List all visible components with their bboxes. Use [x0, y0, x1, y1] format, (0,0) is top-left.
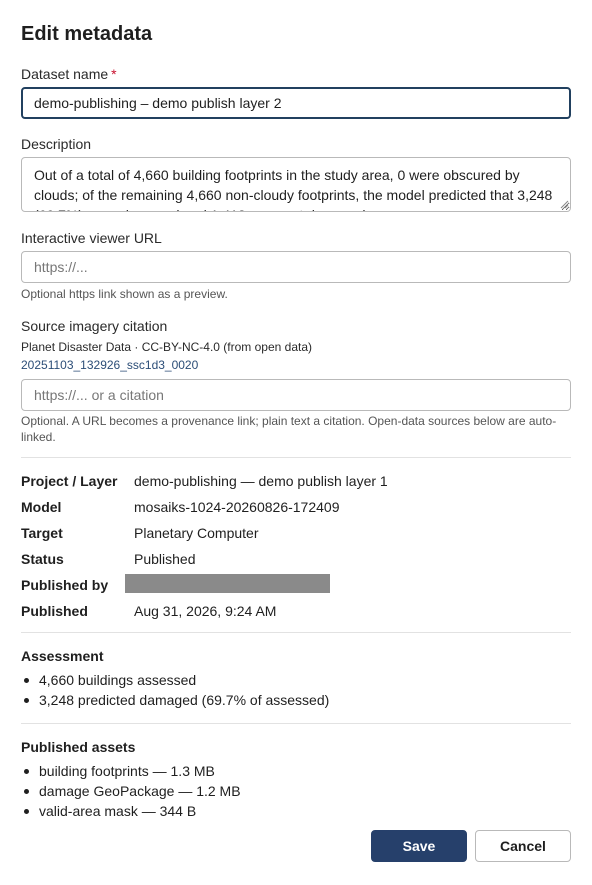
- imagery-citation-hint: Optional. A URL becomes a provenance link; plain text a citation. Open-data sources below are auto-linked.: [21, 414, 557, 444]
- project-layer-label: Project / Layer: [21, 473, 118, 489]
- project-layer-link[interactable]: demo-publishing — demo publish layer 1: [134, 473, 388, 489]
- divider: [21, 457, 571, 458]
- imagery-citation-input[interactable]: [21, 379, 571, 411]
- dataset-name-label: [21, 66, 117, 82]
- assessment-title: Assessment: [21, 648, 104, 664]
- published-label: Published: [21, 603, 88, 619]
- imagery-source-link-row: [21, 358, 198, 372]
- target-value: Planetary Computer: [134, 525, 259, 541]
- description-textarea[interactable]: [21, 157, 571, 212]
- divider: [21, 632, 571, 633]
- viewer-url-input[interactable]: [21, 251, 571, 283]
- list-item: 4,660 buildings assessed: [21, 670, 329, 690]
- save-button[interactable]: Save: [371, 830, 467, 862]
- assessment-list: [21, 670, 329, 710]
- viewer-url-hint: Optional https link shown as a preview.: [21, 287, 228, 301]
- status-value: Published: [134, 551, 196, 567]
- imagery-citation-label: Source imagery citation: [21, 318, 168, 334]
- divider: [21, 723, 571, 724]
- assets-list: [21, 761, 241, 821]
- model-value: mosaiks-1024-20260826-172409: [134, 499, 340, 515]
- imagery-source-line: Planet Disaster Data · CC-BY-NC-4.0 (from open data): [21, 340, 312, 354]
- cancel-button[interactable]: Cancel: [475, 830, 571, 862]
- list-item: 3,248 predicted damaged (69.7% of assessed): [21, 690, 329, 710]
- list-item: valid-area mask — 344 B: [21, 801, 241, 821]
- dataset-name-label-text: Dataset name: [21, 66, 109, 82]
- assets-title: Published assets: [21, 739, 136, 755]
- viewer-url-label: Interactive viewer URL: [21, 230, 162, 246]
- imagery-source-link[interactable]: 20251103_132926_ssc1d3_0020: [21, 358, 199, 372]
- list-item: damage GeoPackage — 1.2 MB: [21, 781, 241, 801]
- model-label: Model: [21, 499, 62, 515]
- dataset-name-input[interactable]: [21, 87, 571, 119]
- target-label: Target: [21, 525, 63, 541]
- published-by-label: Published by: [21, 577, 109, 593]
- published-by-redacted: [125, 574, 330, 593]
- published-value: Aug 31, 2026, 9:24 AM: [134, 603, 277, 619]
- resize-grip-icon[interactable]: [560, 200, 569, 209]
- dialog-title: Edit metadata: [21, 23, 153, 45]
- status-label: Status: [21, 551, 64, 567]
- description-label: Description: [21, 136, 92, 152]
- required-marker: *: [111, 66, 117, 82]
- list-item: building footprints — 1.3 MB: [21, 761, 241, 781]
